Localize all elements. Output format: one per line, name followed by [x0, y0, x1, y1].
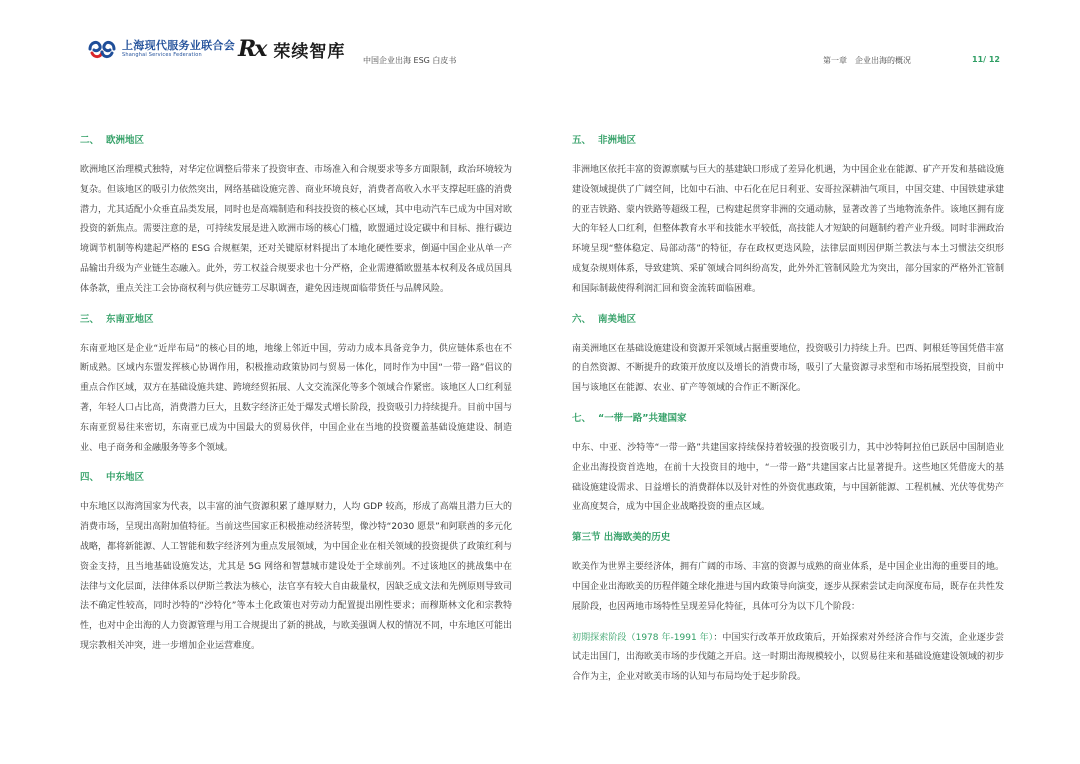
phase-title: 初期探索阶段（1978 年-1991 年）: [572, 632, 714, 643]
paragraph-southeast-asia: 东南亚地区是企业“近岸布局”的核心目的地，地缘上邻近中国，劳动力成本具备竞争力，供应链体系也在不断成熟。区域内东盟发挥核心协调作用，积极推动政策协同与贸易一体化，同时作为中国“一带一路”倡议的重点合作区域，双方在基础设施共建、跨境经贸拓展、人文交流深化等多个领域合作紧密。该地区人口红利显著，年轻人口占比高，消费潜力巨大，且数字经济正处于爆发式增长阶段，投资吸引力持续提升。目前中国与东南亚贸易往来密切，东南亚已成为中国最大的贸易伙伴，中国企业在当地的投资覆盖基础设施建设、制造业、电子商务和金融服务等多个领域。: [80, 343, 513, 453]
paragraph-belt-road: 中东、中亚、沙特等“一带一路”共建国家持续保持着较强的投资吸引力，其中沙特阿拉伯已跃居中国制造业企业出海投资首选地，在前十大投资目的地中，“一带一路”共建国家占比显著提升。这些地区凭借庞大的基础设施建设需求、日益增长的消费群体以及针对性的外资优惠政策，与中国新能源、工程机械、光伏等优势产业高度契合，成为中国企业战略投资的重点区域。: [572, 442, 1005, 513]
paragraph-phase-1: [572, 629, 1004, 688]
section-title: “一带一路”共建国家: [598, 412, 687, 424]
section-number: 五、: [572, 135, 592, 146]
section-title: 南美地区: [598, 313, 637, 325]
paragraph-africa: 非洲地区依托丰富的资源禀赋与巨大的基建缺口形成了差异化机遇，为中国企业在能源、矿产开发和基础设施建设领域提供了广阔空间，比如中石油、中石化在尼日利亚、安哥拉深耕油气项目，中国交建、中国铁建承建的亚吉铁路、蒙内铁路等超级工程，已构建起贯穿非洲的交通动脉，显著改善了当地物流条件。该地区拥有庞大的年轻人口红利，但整体教育水平和技能水平较低，高技能人才短缺的问题制约着产业升级。同时非洲政治环境呈现“整体稳定、局部动荡”的特征，存在政权更迭风险，法律层面则因伊斯兰教法与本土习惯法交织形成复杂规则体系，导致建筑、采矿领域合同纠纷高发，此外外汇管制风险尤为突出，部分国家的严格外汇管制和国际制裁使得利润汇回和资金流转面临困难。: [572, 165, 1005, 294]
rx-logo: [238, 35, 345, 63]
section-number: 六、: [572, 313, 592, 325]
ssf-logo: [86, 36, 235, 62]
ssf-name: 上海现代服务业联合会: [122, 39, 235, 52]
doc-title: 中国企业出海 ESG 白皮书: [363, 56, 457, 65]
section-heading-middle-east: [80, 469, 512, 487]
section-title: 非洲地区: [598, 135, 637, 146]
section-title: 中东地区: [106, 472, 145, 484]
section-heading-africa: [572, 132, 1004, 150]
rx-name: 荣续智库: [273, 41, 346, 62]
right-column: [572, 132, 1004, 699]
paragraph-europe: 欧洲地区治理模式独特，对华定位调整后带来了投资审查、市场准入和合规要求等多方面限制，政治环境较为复杂。但该地区的吸引力依然突出，网络基础设施完善、商业环境良好，消费者高收入水平支撑起旺盛的消费潜力，尤其适配小众垂直品类发展，同时也是高端制造和科技投资的核心区域，其中电动汽车已成为中国对欧投资的新焦点。需要注意的是，可持续发展是进入欧洲市场的核心门槛，欧盟通过设定碳中和目标、推行碳边境调节机制等构建起严格的 ESG 合规框架，还对关键原材料提出了本地化硬性要求，倒逼中国企业从单一产品输出升级为产业链生态融入。此外，劳工权益合规要求也十分严格，企业需遵循欧盟基本权利及各成员国具体条款，重点关注工会协商权利与供应链劳工尽职调查，避免因违规面临带货任与品牌风险。: [80, 165, 513, 294]
section-heading-belt-road: [572, 410, 1004, 428]
chapter-label: [823, 55, 911, 66]
chapter-title: 企业出海的概况: [855, 56, 911, 65]
section-title: 欧洲地区: [106, 135, 145, 146]
page-header: [0, 0, 1080, 80]
rx-mark: Rx: [238, 36, 266, 62]
paragraph-south-america: 南美洲地区在基础设施建设和资源开采领域占据重要地位，投资吸引力持续上升。巴西、阿根廷等国凭借丰富的自然资源、不断提升的政策开放度以及增长的消费市场，吸引了大量资源寻求型和市场拓展型投资，目前中国与该地区在能源、农业、矿产等领域的合作正不断深化。: [572, 343, 1005, 394]
section-number: 二、: [80, 135, 100, 146]
section-number: 三、: [80, 313, 100, 325]
paragraph-middle-east: 中东地区以海湾国家为代表，以丰富的油气资源积累了雄厚财力，人均 GDP 较高，形成了高端且潜力巨大的消费市场，呈现出高附加值特征。当前这些国家正积极推动经济转型，像沙特“2030 愿景”和阿联酋的多元化战略，都将新能源、人工智能和数字经济列为重点发展领域，为中国企业在相关领域的投资提供了政策红利与资金支持，且当地基础设施发达，尤其是 5G 网络和智慧城市建设处于全球前列。不过该地区的挑战集中在法律与文化层面，法律体系以伊斯兰教法为核心，法官享有较大自由裁量权，因缺乏成文法和先例原则导致司法不确定性较高，同时沙特的“沙特化”等本土化政策也对劳动力配置提出刚性要求；而穆斯林文化和宗教特性，也对中企出海的人力资源管理与用工合规提出了新的挑战，与欧美强调人权的情况不同，中东地区可能出现宗教相关冲突，进一步增加企业运营难度。: [80, 502, 513, 651]
section-heading-southeast-asia: [80, 311, 512, 329]
page-number: 11/ 12: [972, 55, 1000, 64]
section-number: 七、: [572, 412, 592, 424]
left-column: [80, 132, 512, 668]
ssf-logo-icon: [86, 37, 118, 61]
section-title: 东南亚地区: [106, 313, 154, 325]
ssf-name-en: Shanghai Services Federation: [122, 52, 202, 58]
phase-body: ：中国实行改革开放政策后，开始探索对外经济合作与交流，企业逐步尝试走出国门，出海欧美市场的步伐随之开启。这一时期出海规模较小，以贸易往来和基础设施建设领域的初步合作为主，企业对欧美市场的认知与布局均处于起步阶段。: [572, 632, 1005, 683]
paragraph-history-intro: 欧美作为世界主要经济体，拥有广阔的市场、丰富的资源与成熟的商业体系，是中国企业出海的重要目的地。中国企业出海欧美的历程伴随全球化推进与国内政策导向演变，逐步从探索尝试走向深度布局，既存在共性发展阶段，也因两地市场特性呈现差异化特征，具体可分为以下几个阶段：: [572, 562, 1005, 612]
section-heading-europe: [80, 132, 512, 150]
chapter-number: 第一章: [823, 56, 847, 65]
section-heading-south-america: [572, 311, 1004, 329]
subsection-heading-history: 第三节 出海欧美的历史: [572, 532, 671, 544]
section-number: 四、: [80, 472, 100, 484]
